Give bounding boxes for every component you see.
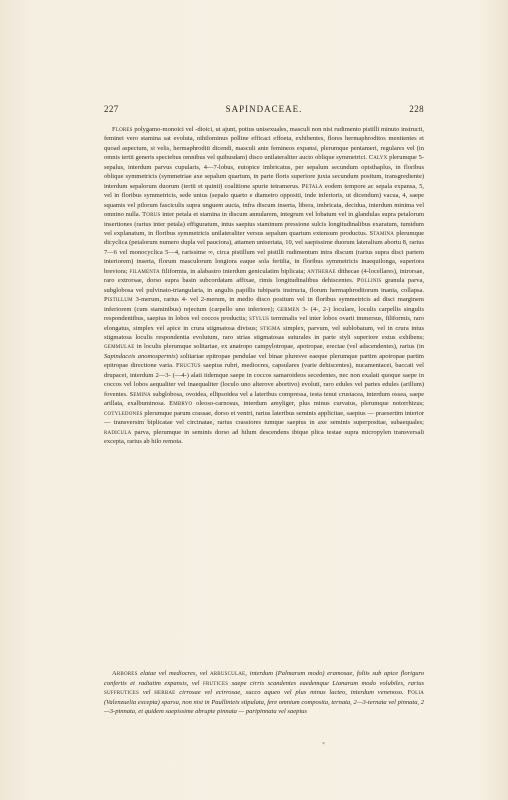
term-stigma: stigma [260,324,281,332]
term-suffrutices: suffrutices [104,689,139,697]
description-paragraph [104,125,424,446]
term-radicula: radicula [104,428,132,436]
running-header [104,104,424,118]
term-filamenta: filamenta [129,267,160,275]
term-gemmulae: gemmulae [104,343,135,351]
text-segment: elatae vel mediocres, vel [137,670,210,677]
text-segment: saepius rubri, mediocres, capsulares (varie dehiscentes), nucamentacei, baccati vel drupacei, interdum 2—3- (—4-) alati iidemque saepe in coccos samaroideos secedentes, nec non exalati quoque saepe in coccos vel lobos aequaliter vel inaequaliter (loculo uno alterove abortivo) evoluti, raro edules vel partes edules (arillum) foventes. [104,362,424,398]
term-stylus: stylus [249,315,270,323]
text-segment: parva, plerumque in seminis dorso ad hilum descendens ibique plica testae supra micropylen transversali excepta, rarius ab hilo remota. [104,428,424,445]
page-number-right: 228 [409,104,424,114]
text-segment: in loculis plerumque solitariae, ex anatropo campylotropae, apotropae, erectae (vel adscendentes), rarius (in [134,343,424,351]
text-segment: cirrosae vel ecirrosae, succo aqueo vel plus minus lacteo, interdum venenoso. [175,689,408,697]
text-segment: dithecae (4-locellares), introrsae, raro extrorsae, dorso supra basin subcordatam affixae, rimis longitudinalibus dehiscentes. [104,267,424,285]
term-flores: Flores [112,126,133,133]
text-segment: subglobosa, ovoidea, ellipsoidea vel a lateribus compressa, testa tenui crustacea, interdum ossea, saepe arillata, exalbuminosa. [104,390,424,408]
page-mark: * [322,742,325,748]
text-segment: vel [139,689,155,697]
text-segment: filiformia, in alabastro interdum geniculatim biplicata; [159,267,308,275]
text-segment: plerumque parum crassae, dorso et ventri, rarius lateribus seminis applicitae, saepius — praesertim interior — transversim biplicatae vel circinatae, rarius crassiores tumque saepius in axe seminis superpositae, subaequales; [104,409,424,427]
term-pistillum: Pistillum [104,296,133,304]
text-segment: eodem tempore ac sepala expansa, 5, vel in floribus symmetricis, sede unius (sepalo quarto e diametro oppositi, inde inferioris, ut dicendum) vacua, 4, saepe squamis vel pilorum fasciculis supra unguem aucta, infra discum inserta, libera, imbricata, decidua, interdum minima vel omnino nulla. [104,182,425,219]
term-arbusculae: arbusculae, [209,670,248,677]
text-segment: 3- (4-, 2-) loculare, loculis carpellis singulis respondentibus, saepius in lobos vel coccos productis; [104,305,424,323]
term-cotyledones: cotyledones [104,409,143,417]
term-pollinis: Pollinis [356,277,382,285]
text-segment: interdum (Palmarum modo) eramosae, foliis sub apice floriguro confertis et radiatim expansis, vel [104,670,424,687]
term-antherae: antherae [307,267,336,275]
running-title: SAPINDACEAE. [225,104,303,114]
text-segment: 3-merum, rarius 4- vel 2-merum, in medio disco positum vel in floribus symmetricis ad disci marginem inferiorem (cum staminibus) rejectum (carpello uno inferiore); [104,296,424,313]
text-segment: granula parva, subglobosa vel pulvinato-triangularia, in angulis papillis tubiparis instructa, florum hermaphroditorum inania, collapsa. [104,277,424,294]
term-torus: Torus [142,211,161,219]
text-segment: ) solitariae epitropae pendulae vel binae pluresve eaeque plerumque partim apotropae partim epitropae directione varia. [104,352,424,370]
page-number-left: 227 [104,104,119,114]
term-embryo: Embryo [169,400,193,408]
term-stamina: Stamina [369,229,395,237]
term-petala: Petala [301,182,323,190]
text-segment: inter petala et stamina in discum annularem, integrum vel lobatum vel in glandulas supra petalorum insertiones (rarius inter petala) effiguratum, intus saepius staminum pressione sulcis longitudinalibus exaratum, tumidum vel explanatum, in floribus symmetricis unilateraliter versus sepalum quartum extensum productus. [104,211,424,237]
text-segment: saepe cirris scandentes eaedemque Lianarum modo volubiles, rarius [228,679,425,687]
term-frutices: frutices [202,679,229,687]
term-semina: Semina [129,390,151,398]
italic-taxon: Sapindaceis anomospermis [104,352,176,360]
text-segment: terminalis vel inter lobos ovarii immersus, filiformis, raro elongatus, simplex vel apice in crura stigmatosa divisus; [104,315,424,332]
habit-paragraph [104,669,424,717]
term-arbores: Arbores [112,670,138,677]
term-herbae: herbae [154,689,176,697]
text-segment: oleoso-carnosus, interdum amyliger, plus minus curvatus, plerumque notorrhizus; [192,400,424,408]
term-calyx: Calyx [368,154,388,162]
text-segment: (Valenzuelia excepta) sparsa, non nisi in Paullinieis stipulata, fere omnium composita, ternata, 2—3-ternata vel pinnata, 2—3-pinnata, et quidem saepissime abrupte pinnata — paripinnata vel saepius [104,698,424,716]
text-segment: simplex, parvum, vel sublobatum, vel in crura intus stigmatosa loculis respondentia evolutum, raro strias stigmatosas suturales in parte styli superiore extus exhibens; [104,324,424,341]
text-segment: polygamo-monoici vel -dioici, ut ajunt, potius unisexuales, masculi non nisi rudimento pistilli minuto instructi, feminei vero stamina sat evoluta, nihilominus polline efficaci effoeta, exhibentes, flores hermaphroditos mentientes et quoad aspectum, si velis, hermaphroditi dicendi, masculi ante femineos expansi, plerumque pentameri, regulares vel (in omnis tertii generis speciebus omnibus vel quibusdam) disco unilateraliter aucto oblique symmetrici. [104,126,424,162]
term-fructus: Fructus [176,362,201,370]
text-segment: plerumque 5-sepalus, interdum parvus cupularis, 4—7-lobus, eutopice imbricatus, per sepalum secundum opisthaplus, in floribus oblique symmetricis (symmetriae axe sepalum quartum, in parte floris superiore juxta secundum positum, transgrediente) interdum sepalorum duorum (tertii et quinti) coalitione spurie tetramerus. [104,154,424,190]
term-folia: Folia [407,689,425,697]
term-germen: germen [277,305,300,313]
text-segment: plerumque dicyclica (petalorum numero dupla vel pauciora), attamen uniseriata, 10, vel saepissime duorum lateralium abortu 8, rarius 7—6 vel monocyclica 5—4, rarissime ∞, circa pistillum vel pistilli rudimentum intra discum (rarius supra disci partem interiorem) inserta, florum masculorum longiora eaque sola fertilia, in floribus symmetricis inaequilonga, superiora breviora; [104,229,425,275]
